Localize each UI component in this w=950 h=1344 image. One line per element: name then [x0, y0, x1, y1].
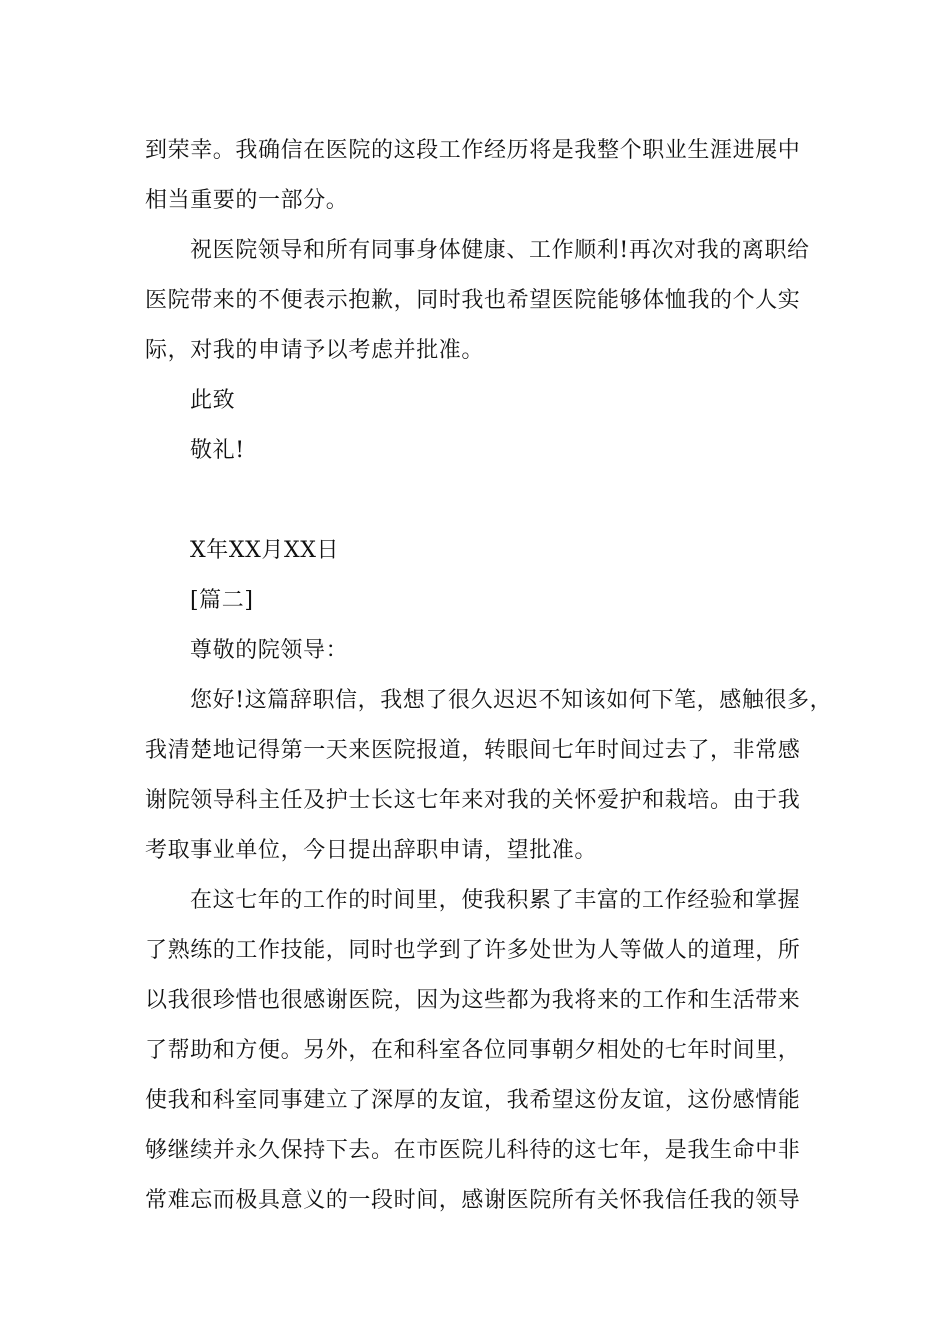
body-text-line: 祝医院领导和所有同事身体健康、工作顺利!再次对我的离职给 [190, 238, 810, 263]
body-text-line: 够继续并永久保持下去。在市医院儿科待的这七年，是我生命中非 [145, 1138, 801, 1163]
body-text-line: 以我很珍惜也很感谢医院，因为这些都为我将来的工作和生活带来 [145, 988, 801, 1013]
body-text-line: 在这七年的工作的时间里，使我积累了丰富的工作经验和掌握 [190, 888, 801, 913]
body-text-line: 相当重要的一部分。 [145, 188, 349, 213]
closing-regards: 敬礼! [190, 438, 245, 463]
body-text-line: 际，对我的申请予以考虑并批准。 [145, 338, 485, 363]
letter-greeting: 尊敬的院领导： [190, 638, 349, 663]
body-text-line: 考取事业单位，今日提出辞职申请，望批准。 [145, 838, 598, 863]
body-text-line: 您好!这篇辞职信，我想了很久迟迟不知该如何下笔，感触很多， [190, 688, 833, 713]
body-text-line: 了熟练的工作技能，同时也学到了许多处世为人等做人的道理，所 [145, 938, 801, 963]
body-text-line: 医院带来的不便表示抱歉，同时我也希望医院能够体恤我的个人实 [145, 288, 801, 313]
body-text-line: 到荣幸。我确信在医院的这段工作经历将是我整个职业生涯进展中 [145, 138, 801, 163]
body-text-line: 谢院领导科主任及护士长这七年来对我的关怀爱护和栽培。由于我 [145, 788, 801, 813]
closing-salutation: 此致 [190, 388, 236, 413]
letter-date: X年XX月XX日 [190, 538, 340, 563]
body-text-line: 使我和科室同事建立了深厚的友谊，我希望这份友谊，这份感情能 [145, 1088, 801, 1113]
section-heading: [篇二] [190, 588, 254, 613]
body-text-line: 常难忘而极具意义的一段时间，感谢医院所有关怀我信任我的领导 [145, 1188, 801, 1213]
body-text-line: 我清楚地记得第一天来医院报道，转眼间七年时间过去了，非常感 [145, 738, 801, 763]
body-text-line: 了帮助和方便。另外，在和科室各位同事朝夕相处的七年时间里， [145, 1038, 801, 1063]
